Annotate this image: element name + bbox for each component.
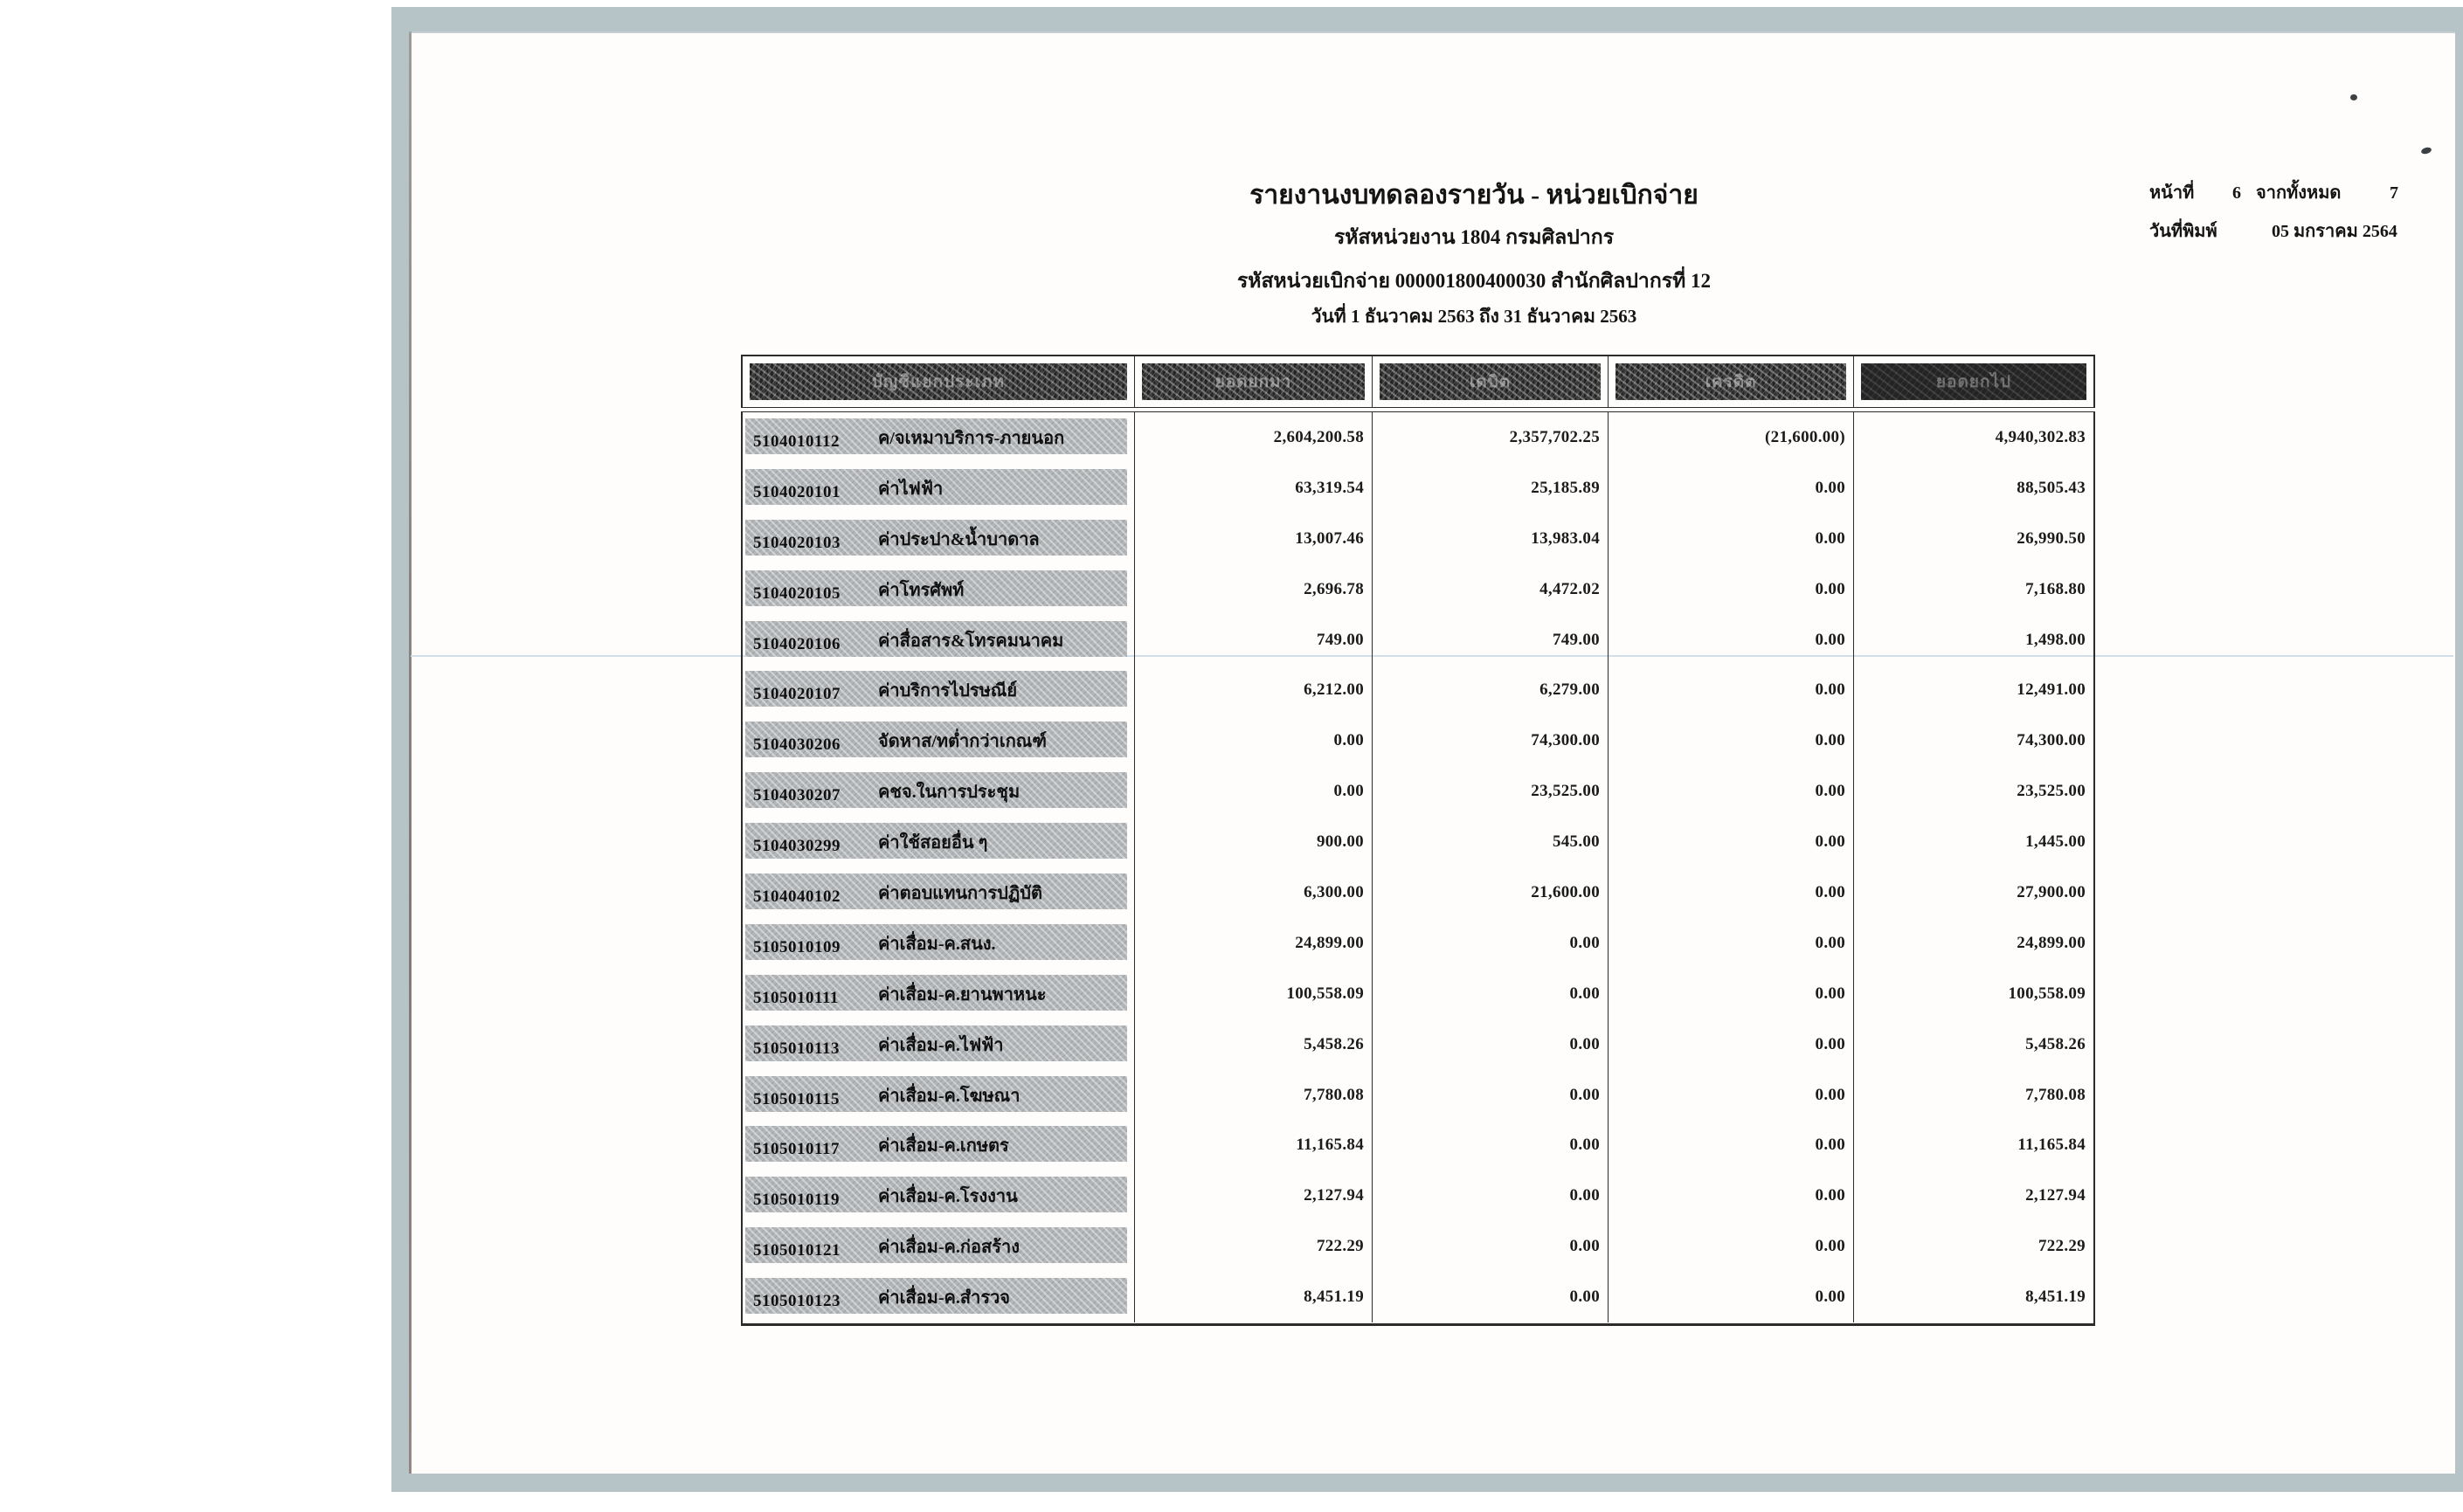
column-label-opening: ยอดยกมา [1214, 373, 1292, 391]
account-cell [743, 1221, 1134, 1272]
print-date: 05 มกราคม 2564 [2272, 222, 2397, 241]
account-name: ค/จเหมาบริการ-ภายนอก [878, 429, 1065, 448]
opening-balance-cell: 13,007.46 [1134, 514, 1372, 564]
closing-balance-cell: 7,780.08 [1853, 1070, 2093, 1121]
column-label-closing: ยอดยกไป [1935, 373, 2012, 391]
closing-balance-cell: 2,127.94 [1853, 1170, 2093, 1221]
credit-cell: 0.00 [1608, 1070, 1853, 1121]
column-label-credit: เครดิต [1705, 373, 1757, 391]
debit-cell: 2,357,702.25 [1372, 412, 1608, 463]
account-code: 5104020106 [753, 634, 841, 653]
account-code: 5104030207 [753, 786, 841, 805]
closing-balance-cell: 100,558.09 [1853, 969, 2093, 1019]
opening-balance-cell: 11,165.84 [1134, 1120, 1372, 1170]
credit-cell: 0.00 [1608, 1170, 1853, 1221]
page-number-row [2149, 178, 2438, 206]
credit-cell: 0.00 [1608, 615, 1853, 666]
account-name: ค่าเสื่อม-ค.เกษตร [878, 1136, 1009, 1156]
account-code: 5104030299 [753, 837, 841, 856]
account-code: 5105010117 [753, 1140, 840, 1159]
table-row [743, 817, 2093, 867]
debit-cell: 6,279.00 [1372, 665, 1608, 715]
account-highlight-bar [745, 721, 1127, 757]
account-cell [743, 615, 1134, 666]
account-cell [743, 1272, 1134, 1322]
closing-balance-cell: 1,445.00 [1853, 817, 2093, 867]
account-name: ค่าเสื่อม-ค.ก่อสร้าง [878, 1238, 1020, 1258]
opening-balance-cell: 2,696.78 [1134, 564, 1372, 615]
account-name: ค่าไฟฟ้า [878, 479, 944, 499]
trial-balance-table [741, 355, 2095, 1326]
credit-cell: 0.00 [1608, 463, 1853, 514]
debit-cell: 0.00 [1372, 1070, 1608, 1121]
account-cell [743, 1120, 1134, 1170]
opening-balance-cell: 6,212.00 [1134, 665, 1372, 715]
table-row [743, 1170, 2093, 1221]
account-code: 5105010109 [753, 937, 841, 956]
table-row [743, 1120, 2093, 1170]
debit-cell: 21,600.00 [1372, 867, 1608, 918]
debit-cell: 25,185.89 [1372, 463, 1608, 514]
debit-cell: 74,300.00 [1372, 715, 1608, 766]
opening-balance-cell: 0.00 [1134, 715, 1372, 766]
opening-balance-cell: 8,451.19 [1134, 1272, 1372, 1322]
credit-cell: 0.00 [1608, 1120, 1853, 1170]
credit-cell: 0.00 [1608, 514, 1853, 564]
table-row [743, 514, 2093, 564]
column-label-account: บัญชีแยกประเภท [871, 373, 1006, 391]
closing-balance-cell: 27,900.00 [1853, 867, 2093, 918]
account-cell [743, 766, 1134, 817]
closing-balance-cell: 23,525.00 [1853, 766, 2093, 817]
table-body [741, 411, 2095, 1326]
account-cell [743, 412, 1134, 463]
account-highlight-bar [745, 1278, 1127, 1314]
credit-cell: 0.00 [1608, 1019, 1853, 1070]
account-name: ค่าสื่อสาร&โทรคมนาคม [878, 631, 1064, 651]
table-row [743, 412, 2093, 463]
closing-balance-cell: 1,498.00 [1853, 615, 2093, 666]
account-highlight-bar [745, 621, 1127, 657]
account-highlight-bar [745, 520, 1127, 556]
opening-balance-cell: 5,458.26 [1134, 1019, 1372, 1070]
account-code: 5104020105 [753, 583, 841, 603]
opening-balance-cell: 900.00 [1134, 817, 1372, 867]
agency-code-line: รหัสหน่วยงาน 1804 กรมศิลปากร [1333, 226, 1615, 248]
opening-balance-cell: 7,780.08 [1134, 1070, 1372, 1121]
table-row [743, 615, 2093, 666]
account-cell [743, 665, 1134, 715]
account-name: ค่าเสื่อม-ค.ไฟฟ้า [878, 1035, 1004, 1055]
table-row [743, 1272, 2093, 1322]
header-cell-account [743, 356, 1134, 407]
header-cell-opening [1134, 356, 1372, 407]
credit-cell: 0.00 [1608, 918, 1853, 969]
closing-balance-cell: 88,505.43 [1853, 463, 2093, 514]
account-highlight-bar [745, 924, 1127, 960]
account-name: ค่าเสื่อม-ค.โรงงาน [878, 1187, 1018, 1207]
closing-balance-cell: 5,458.26 [1853, 1019, 2093, 1070]
header-cell-credit [1608, 356, 1853, 407]
account-code: 5104020107 [753, 685, 841, 704]
account-highlight-bar [745, 1025, 1127, 1061]
account-name: ค่าเสื่อม-ค.สนง. [878, 934, 996, 954]
account-code: 5105010113 [753, 1039, 840, 1058]
account-highlight-bar [745, 418, 1127, 454]
closing-balance-cell: 8,451.19 [1853, 1272, 2093, 1322]
table-row [743, 867, 2093, 918]
debit-cell: 545.00 [1372, 817, 1608, 867]
table-row [743, 969, 2093, 1019]
credit-cell: (21,600.00) [1608, 412, 1853, 463]
table-row [743, 1070, 2093, 1121]
page-number: 6 [2232, 183, 2241, 203]
total-pages-label: จากทั้งหมด [2256, 183, 2342, 203]
account-highlight-bar [745, 469, 1127, 505]
account-code: 5104020103 [753, 533, 841, 552]
account-cell [743, 514, 1134, 564]
account-code: 5104040102 [753, 887, 841, 907]
table-row [743, 463, 2093, 514]
debit-cell: 0.00 [1372, 1120, 1608, 1170]
closing-balance-cell: 26,990.50 [1853, 514, 2093, 564]
account-code: 5105010115 [753, 1089, 840, 1108]
closing-balance-cell: 7,168.80 [1853, 564, 2093, 615]
debit-cell: 4,472.02 [1372, 564, 1608, 615]
credit-cell: 0.00 [1608, 1221, 1853, 1272]
account-highlight-bar [745, 873, 1127, 909]
closing-balance-cell: 11,165.84 [1853, 1120, 2093, 1170]
disbursing-unit-line: รหัสหน่วยเบิกจ่าย 000001800400030 สำนักศิลปากรที่ 12 [1236, 270, 1712, 292]
debit-cell: 0.00 [1372, 1221, 1608, 1272]
header-cell-closing [1853, 356, 2093, 407]
table-row [743, 564, 2093, 615]
print-date-row [2149, 217, 2438, 245]
table-row [743, 766, 2093, 817]
account-highlight-bar [745, 1076, 1127, 1112]
header-highlight-bar [1142, 363, 1365, 400]
closing-balance-cell: 4,940,302.83 [1853, 412, 2093, 463]
table-row [743, 918, 2093, 969]
account-highlight-bar [745, 772, 1127, 808]
account-code: 5104020101 [753, 482, 841, 501]
account-name: ค่าโทรศัพท์ [878, 580, 965, 600]
account-highlight-bar [745, 823, 1127, 859]
debit-cell: 13,983.04 [1372, 514, 1608, 564]
table-row [743, 715, 2093, 766]
credit-cell: 0.00 [1608, 766, 1853, 817]
credit-cell: 0.00 [1608, 817, 1853, 867]
header-highlight-bar [1861, 363, 2086, 400]
account-name: ค่าเสื่อม-ค.โฆษณา [878, 1086, 1020, 1106]
opening-balance-cell: 0.00 [1134, 766, 1372, 817]
account-highlight-bar [745, 1126, 1127, 1162]
closing-balance-cell: 24,899.00 [1853, 918, 2093, 969]
header-highlight-bar [1380, 363, 1601, 400]
report-period-line: วันที่ 1 ธันวาคม 2563 ถึง 31 ธันวาคม 2563 [1311, 306, 1637, 327]
header-highlight-bar [1615, 363, 1846, 400]
page-label: หน้าที่ [2149, 183, 2195, 203]
account-name: ค่าเสื่อม-ค.สำรวจ [878, 1288, 1011, 1308]
debit-cell: 749.00 [1372, 615, 1608, 666]
account-highlight-bar [745, 975, 1127, 1011]
dust-speck [2350, 94, 2357, 100]
account-name: ค่าประปา&น้ำบาดาล [878, 529, 1040, 549]
opening-balance-cell: 749.00 [1134, 615, 1372, 666]
account-name: คชจ.ในการประชุม [878, 783, 1020, 803]
account-code: 5105010123 [753, 1292, 841, 1311]
account-code: 5104030206 [753, 735, 841, 755]
account-highlight-bar [745, 1227, 1127, 1263]
credit-cell: 0.00 [1608, 969, 1853, 1019]
account-cell [743, 715, 1134, 766]
account-cell [743, 867, 1134, 918]
account-highlight-bar [745, 1177, 1127, 1212]
credit-cell: 0.00 [1608, 715, 1853, 766]
report-title: รายงานงบทดลองรายวัน - หน่วยเบิกจ่าย [1249, 181, 1699, 210]
table-row [743, 665, 2093, 715]
account-name: ค่าตอบแทนการปฏิบัติ [878, 884, 1042, 904]
credit-cell: 0.00 [1608, 1272, 1853, 1322]
account-code: 5105010119 [753, 1191, 840, 1210]
account-highlight-bar [745, 671, 1127, 707]
table-row [743, 1019, 2093, 1070]
account-cell [743, 1070, 1134, 1121]
header-cell-debit [1372, 356, 1608, 407]
credit-cell: 0.00 [1608, 564, 1853, 615]
opening-balance-cell: 100,558.09 [1134, 969, 1372, 1019]
opening-balance-cell: 2,127.94 [1134, 1170, 1372, 1221]
account-cell [743, 1019, 1134, 1070]
account-name: จัดหาส/ทต่ำกว่าเกณฑ์ [878, 732, 1047, 752]
opening-balance-cell: 63,319.54 [1134, 463, 1372, 514]
account-code: 5105010111 [753, 988, 839, 1007]
account-cell [743, 1170, 1134, 1221]
credit-cell: 0.00 [1608, 867, 1853, 918]
account-cell [743, 969, 1134, 1019]
closing-balance-cell: 722.29 [1853, 1221, 2093, 1272]
debit-cell: 0.00 [1372, 1272, 1608, 1322]
closing-balance-cell: 12,491.00 [1853, 665, 2093, 715]
opening-balance-cell: 722.29 [1134, 1221, 1372, 1272]
print-date-label: วันที่พิมพ์ [2149, 222, 2217, 241]
account-name: ค่าใช้สอยอื่น ๆ [878, 833, 988, 853]
total-pages: 7 [2390, 183, 2398, 203]
account-name: ค่าเสื่อม-ค.ยานพาหนะ [878, 984, 1047, 1005]
opening-balance-cell: 24,899.00 [1134, 918, 1372, 969]
debit-cell: 0.00 [1372, 918, 1608, 969]
account-cell [743, 463, 1134, 514]
table-header-row [741, 355, 2095, 408]
debit-cell: 0.00 [1372, 1170, 1608, 1221]
credit-cell: 0.00 [1608, 665, 1853, 715]
header-highlight-bar [750, 363, 1127, 400]
debit-cell: 0.00 [1372, 1019, 1608, 1070]
account-code: 5104010112 [753, 432, 840, 451]
page-info [2149, 178, 2438, 245]
account-name: ค่าบริการไปรษณีย์ [878, 681, 1018, 701]
debit-cell: 0.00 [1372, 969, 1608, 1019]
account-cell [743, 564, 1134, 615]
account-code: 5105010121 [753, 1241, 841, 1260]
account-highlight-bar [745, 570, 1127, 606]
debit-cell: 23,525.00 [1372, 766, 1608, 817]
column-label-debit: เดบิต [1469, 373, 1512, 391]
opening-balance-cell: 2,604,200.58 [1134, 412, 1372, 463]
account-cell [743, 918, 1134, 969]
table-row [743, 1221, 2093, 1272]
opening-balance-cell: 6,300.00 [1134, 867, 1372, 918]
account-cell [743, 817, 1134, 867]
closing-balance-cell: 74,300.00 [1853, 715, 2093, 766]
